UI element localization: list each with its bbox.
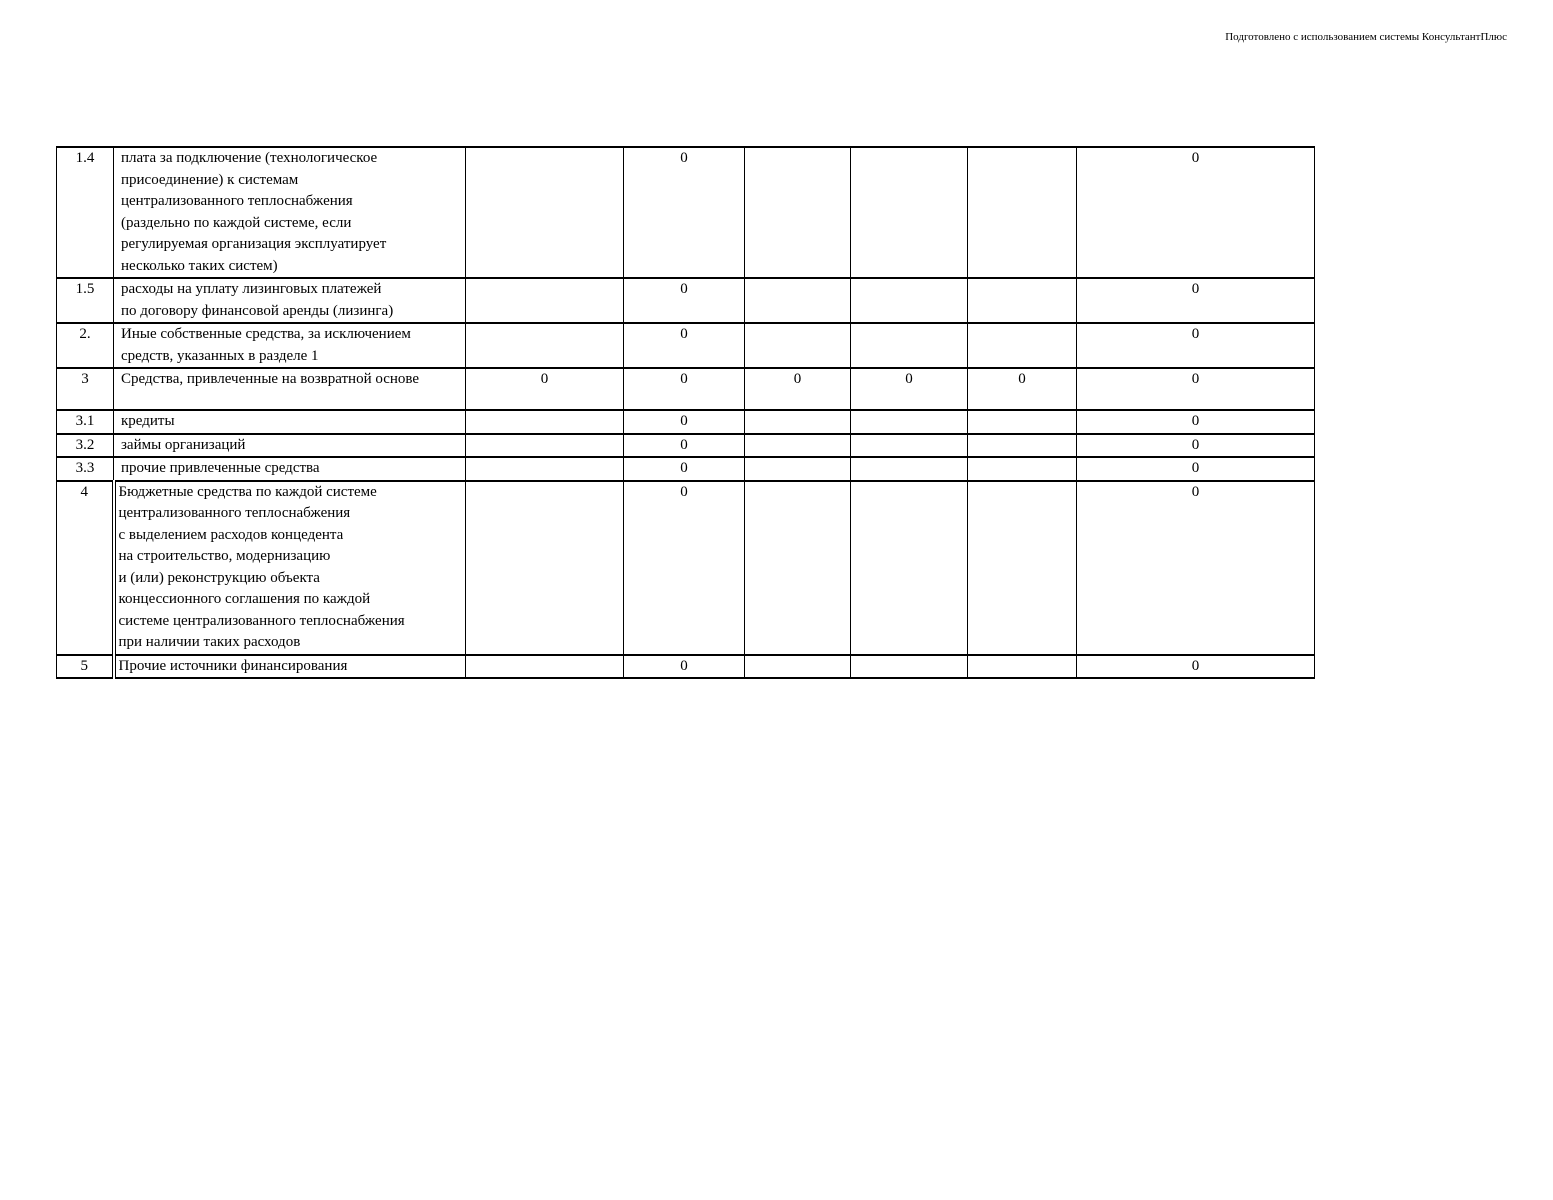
cell-value	[968, 457, 1077, 481]
cell-value: 0	[624, 147, 745, 278]
cell-value: 0	[624, 278, 745, 323]
cell-value	[466, 410, 624, 434]
cell-value	[466, 457, 624, 481]
cell-value: 0	[1077, 655, 1315, 679]
table-row	[57, 655, 1315, 679]
cell-value	[466, 323, 624, 368]
cell-value	[851, 655, 968, 679]
row-number: 3.2	[57, 434, 114, 458]
cell-value: 0	[1077, 368, 1315, 410]
cell-value	[745, 410, 851, 434]
row-number: 3.1	[57, 410, 114, 434]
row-number: 1.5	[57, 278, 114, 323]
cell-value	[968, 147, 1077, 278]
cell-value: 0	[1077, 278, 1315, 323]
table-row	[57, 481, 1315, 655]
table-row	[57, 434, 1315, 458]
row-label: кредиты	[114, 410, 466, 434]
table-row	[57, 278, 1315, 323]
cell-value: 0	[624, 368, 745, 410]
cell-value	[851, 323, 968, 368]
row-number: 5	[57, 655, 114, 679]
cell-value	[851, 278, 968, 323]
cell-value	[745, 457, 851, 481]
cell-value: 0	[1077, 323, 1315, 368]
cell-value	[968, 410, 1077, 434]
source-note: Подготовлено с использованием системы КонсультантПлюс	[1225, 31, 1507, 43]
cell-value	[851, 410, 968, 434]
cell-value: 0	[624, 481, 745, 655]
table-row	[57, 368, 1315, 410]
cell-value	[745, 323, 851, 368]
row-label: расходы на уплату лизинговых платежей по договору финансовой аренды (лизинга)	[114, 278, 466, 323]
cell-value	[968, 655, 1077, 679]
cell-value	[466, 481, 624, 655]
cell-value	[745, 434, 851, 458]
cell-value	[851, 481, 968, 655]
cell-value	[851, 457, 968, 481]
cell-value	[851, 434, 968, 458]
cell-value: 0	[624, 655, 745, 679]
row-label: плата за подключение (технологическое присоединение) к системам централизованного теплоснабжения (раздельно по каждой системе, если регулируемая организация эксплуатирует несколько таких систем)	[114, 147, 466, 278]
cell-value: 0	[624, 410, 745, 434]
cell-value: 0	[624, 323, 745, 368]
cell-value	[851, 147, 968, 278]
cell-value	[745, 147, 851, 278]
cell-value: 0	[466, 368, 624, 410]
table-row	[57, 323, 1315, 368]
row-number: 4	[57, 481, 114, 655]
cell-value: 0	[1077, 457, 1315, 481]
row-label: Бюджетные средства по каждой системе централизованного теплоснабжения с выделением расходов концедента на строительство, модернизацию и (или) реконструкцию объекта концессионного соглашения по каждой системе централизованного теплоснабжения при наличии таких расходов	[114, 481, 466, 655]
table-row	[57, 410, 1315, 434]
cell-value	[466, 655, 624, 679]
financing-sources-table	[56, 146, 1315, 679]
table-row	[57, 147, 1315, 278]
cell-value: 0	[1077, 481, 1315, 655]
cell-value: 0	[968, 368, 1077, 410]
cell-value	[745, 481, 851, 655]
cell-value: 0	[624, 457, 745, 481]
cell-value: 0	[851, 368, 968, 410]
cell-value	[745, 655, 851, 679]
cell-value: 0	[1077, 147, 1315, 278]
cell-value	[466, 147, 624, 278]
row-number: 3.3	[57, 457, 114, 481]
row-label: Средства, привлеченные на возвратной основе	[114, 368, 466, 410]
cell-value	[968, 434, 1077, 458]
cell-value: 0	[745, 368, 851, 410]
row-label: Прочие источники финансирования	[114, 655, 466, 679]
table-row	[57, 457, 1315, 481]
cell-value	[466, 434, 624, 458]
row-label: займы организаций	[114, 434, 466, 458]
row-label: прочие привлеченные средства	[114, 457, 466, 481]
row-label: Иные собственные средства, за исключением средств, указанных в разделе 1	[114, 323, 466, 368]
cell-value	[745, 278, 851, 323]
row-number: 2.	[57, 323, 114, 368]
cell-value	[466, 278, 624, 323]
cell-value: 0	[624, 434, 745, 458]
cell-value	[968, 323, 1077, 368]
row-number: 3	[57, 368, 114, 410]
cell-value	[968, 278, 1077, 323]
cell-value: 0	[1077, 434, 1315, 458]
cell-value: 0	[1077, 410, 1315, 434]
row-number: 1.4	[57, 147, 114, 278]
cell-value	[968, 481, 1077, 655]
